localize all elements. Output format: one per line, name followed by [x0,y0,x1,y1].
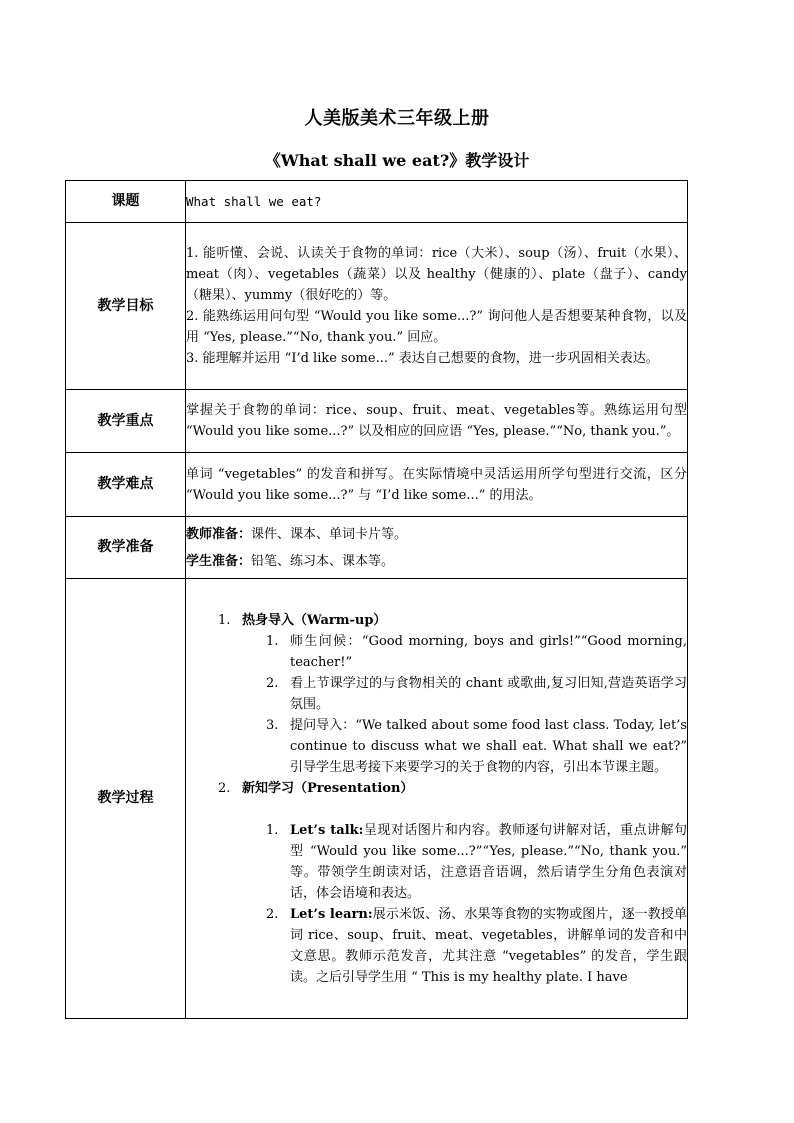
key-points-text: 掌握关于食物的单词：rice、soup、fruit、meat、vegetables等。熟练运用句型 “Would you like some...?” 以及相应的回应语 “Yes, please.”“No, thank you.”。 [186,390,688,453]
row-label-process: 教学过程 [66,579,186,1019]
topic-value: What shall we eat? [186,181,688,223]
item-number: 2. [266,906,279,922]
goal-item: 2. 能熟练运用问句型 “Would you like some...?” 询问他人是否想要某种食物，以及用 “Yes, please.”“No, thank you.” 回应。 [186,309,687,345]
row-label-topic: 课题 [66,181,186,223]
student-prep-label: 学生准备： [186,553,252,569]
goals-content [186,223,688,390]
section-title: 热身导入（Warm-up） [242,612,387,628]
document-subtitle: 《What shall we eat?》教学设计 [264,151,530,170]
lesson-plan-table [65,180,688,1019]
document-title: 人美版美术三年级上册 [304,108,490,129]
process-content [186,579,688,1019]
item-text: 呈现对话图片和内容。教师逐句讲解对话，重点讲解句型 “Would you like some...?”“Yes, please.”“No, thank you.” 等。带领学生朗读对话，注意语音语调，然后请学生分角色表演对话，体会语境和表达。 [290,822,687,901]
row-difficulties [66,453,688,517]
teacher-prep-label: 教师准备： [186,526,252,542]
process-item [186,631,687,673]
row-key-points [66,390,688,453]
teacher-prep [186,524,687,545]
row-goals [66,223,688,390]
row-process [66,579,688,1019]
item-number: 1. [266,633,279,649]
goal-item: 3. 能理解并运用 “I’d like some...” 表达自己想要的食物，进一步巩固相关表达。 [186,351,659,366]
item-number: 3. [266,717,279,733]
process-item [186,820,687,904]
section-heading [186,778,687,799]
section-number: 2. [218,780,231,796]
student-prep-text: 铅笔、练习本、课本等。 [251,553,395,569]
process-item [186,904,687,988]
goal-item: 1. 能听懂、会说、认读关于食物的单词：rice（大米）、soup（汤）、fruit（水果）、meat（肉）、vegetables（蔬菜）以及 healthy（健康的）、plate（盘子）、candy（糖果）、yummy（很好吃的）等。 [186,246,687,303]
preparation-content [186,517,688,579]
row-label-key-points: 教学重点 [66,390,186,453]
process-item [186,673,687,715]
section-heading [186,610,687,631]
item-text: 师生问候：“Good morning, boys and girls!”“Good morning, teacher!” [290,633,687,670]
item-lead: Let’s learn: [290,906,373,922]
item-text: 提问导入：“We talked about some food last class. Today, let’s continue to discuss what we shall eat. What shall we eat?” 引导学生思考接下来要学习的关于食物的内容，引出本节课主题。 [290,717,687,775]
item-text: 展示米饭、汤、水果等食物的实物或图片，逐一教授单词 rice、soup、fruit、meat、vegetables，讲解单词的发音和中文意思。教师示范发音，尤其注意 “vegetables” 的发音，学生跟读。之后引导学生用 “ This is my healthy plate. I have [290,906,687,985]
section-title: 新知学习（Presentation） [242,780,414,796]
difficulties-text: 单词 “vegetables” 的发音和拼写。在实际情境中灵活运用所学句型进行交流，区分 “Would you like some...?” 与 “I’d like some...” 的用法。 [186,453,688,517]
row-label-goals: 教学目标 [66,223,186,390]
row-label-preparation: 教学准备 [66,517,186,579]
item-number: 2. [266,675,279,691]
item-number: 1. [266,822,279,838]
row-preparation [66,517,688,579]
item-text: 看上节课学过的与食物相关的 chant 或歌曲,复习旧知,营造英语学习氛围。 [290,675,687,712]
section-number: 1. [218,612,231,628]
process-item [186,715,687,778]
teacher-prep-text: 课件、课本、单词卡片等。 [251,526,408,542]
student-prep [186,551,687,572]
row-topic [66,181,688,223]
row-label-difficulties: 教学难点 [66,453,186,517]
item-lead: Let’s talk: [290,822,364,838]
